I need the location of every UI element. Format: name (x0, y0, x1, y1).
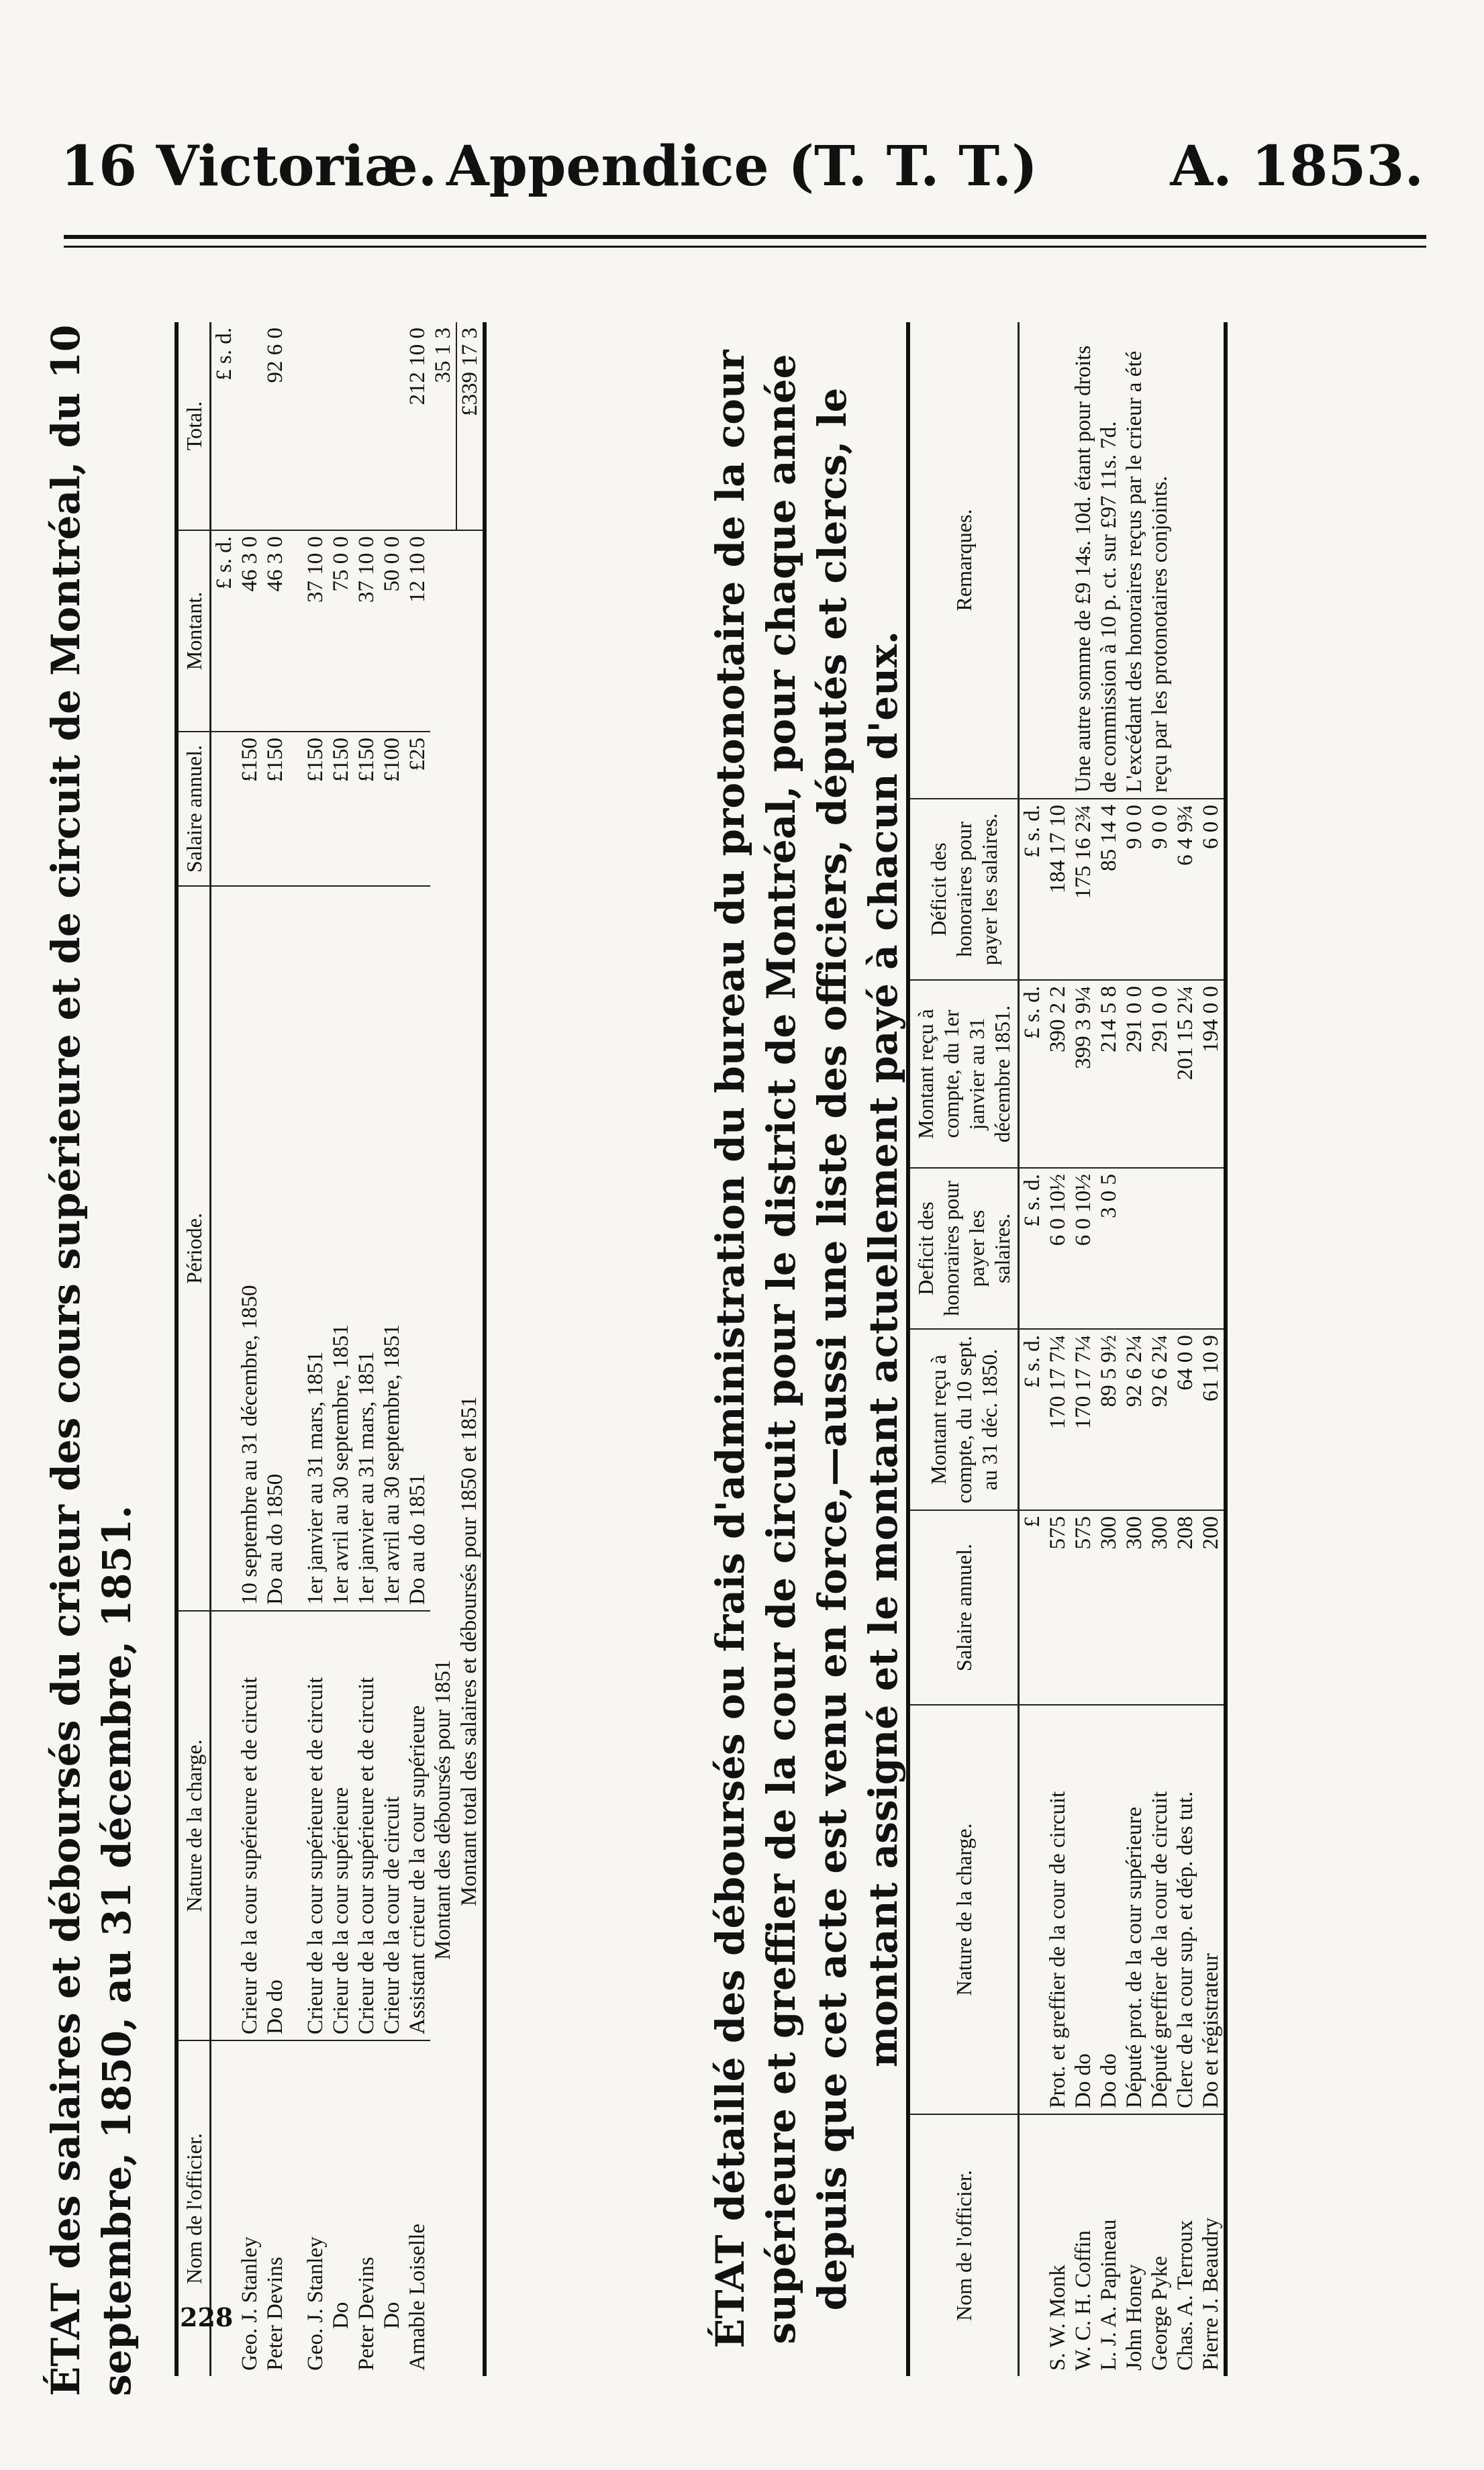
cell-recu-1850: 92 6 2¼ (1147, 1329, 1173, 1510)
cell-total (237, 322, 262, 530)
cell-salaire: 300 (1096, 1510, 1122, 1705)
col-header-remarques: Remarques. (908, 322, 1019, 799)
cell-total (354, 322, 379, 530)
grand-total-value: £339 17 3 (456, 322, 485, 530)
cell-montant: 46 3 0 (237, 530, 262, 732)
cell-salaire: 300 (1147, 1510, 1173, 1705)
cell-montant: 37 10 0 (303, 530, 328, 732)
cell-salaire: £150 (354, 732, 379, 886)
col-header-recu-1851: Montant reçu à compte, du 1er janvier au 31 décembre 1851. (908, 980, 1019, 1168)
cell-total: 212 10 0 (405, 322, 430, 530)
units-total: £ s. d. (211, 322, 238, 530)
remarques-cell: Une autre somme de £9 14s. 10d. étant pour droits de commission à 10 p. ct. sur £97 11s. 7d. L'excédant des honoraires reçus par le crieur a été reçu par les protonotaires conjoints. (1019, 322, 1226, 799)
cell-recu-1850: 170 17 7¼ (1071, 1329, 1096, 1510)
cell-deficit-1850 (1147, 1168, 1173, 1329)
debourses-label: Montant des déboursés pour 1851 (431, 1659, 455, 1960)
cell-salaire: £100 (379, 732, 405, 886)
cell-charge: Crieur de la cour supérieure et de circuit (237, 1611, 262, 2040)
cell-periode: Do au do 1851 (405, 886, 430, 1611)
col-header-montant: Montant. (177, 530, 211, 732)
cell-name: W. C. H. Coffin (1071, 2230, 1095, 2371)
cell-salaire: £150 (237, 732, 262, 886)
cell-periode: 1er janvier au 31 mars, 1851 (354, 886, 379, 1611)
cell-total (328, 322, 354, 530)
cell-name: Do (329, 2302, 353, 2329)
cell-name: John Honey (1122, 2264, 1146, 2371)
cell-charge: Do do (1071, 1705, 1096, 2114)
cell-name: Do (380, 2302, 404, 2329)
debourses-value: 35 1 3 (430, 322, 456, 530)
col-header-periode: Période. (177, 886, 211, 1611)
cell-charge: Crieur de la cour supérieure (328, 1611, 354, 2040)
header-appendix: Appendice (T. T. T.) (446, 134, 1038, 199)
cell-salaire: 575 (1045, 1510, 1071, 1705)
cell-deficit-1850: 6 0 10½ (1071, 1168, 1096, 1329)
units-recu-1850: £ s. d. (1019, 1329, 1046, 1510)
cell-montant: 75 0 0 (328, 530, 354, 732)
cell-salaire: £150 (328, 732, 354, 886)
units-deficit-1851: £ s. d. (1019, 799, 1046, 980)
cell-recu-1850: 170 17 7¼ (1045, 1329, 1071, 1510)
col-header-total: Total. (177, 322, 211, 530)
col-header-charge: Nature de la charge. (908, 1705, 1019, 2114)
cell-recu-1850: 92 6 2¼ (1122, 1329, 1147, 1510)
header-rule (64, 235, 1426, 239)
cell-recu-1851: 390 2 2 (1045, 980, 1071, 1168)
table-row (354, 322, 379, 2376)
table-row (262, 322, 288, 2376)
units-salaire: £ (1019, 1510, 1046, 1705)
col-header-deficit-1850: Deficit des honoraires pour payer les salaires. (908, 1168, 1019, 1329)
cell-periode: 1er avril au 30 septembre, 1851 (379, 886, 405, 1611)
cell-periode: 1er avril au 30 septembre, 1851 (328, 886, 354, 1611)
cell-charge: Député prot. de la cour supérieure (1122, 1705, 1147, 2114)
cell-charge: Prot. et greffier de la cour de circuit (1045, 1705, 1071, 2114)
cell-salaire: £150 (262, 732, 288, 886)
cell-deficit-1851: 184 17 10 (1045, 799, 1071, 980)
cell-charge: Député greffier de la cour de circuit (1147, 1705, 1173, 2114)
col-header-nom: Nom de l'officier. (177, 2040, 211, 2376)
cell-recu-1850: 64 0 0 (1173, 1329, 1198, 1510)
cell-name: L. J. A. Papineau (1097, 2219, 1121, 2371)
cell-salaire: 575 (1071, 1510, 1096, 1705)
cell-montant: 12 10 0 (405, 530, 430, 732)
cell-name: Peter Devins (354, 2257, 379, 2371)
cell-montant: 50 0 0 (379, 530, 405, 732)
cell-recu-1851: 194 0 0 (1198, 980, 1226, 1168)
cell-name: Peter Devins (263, 2257, 287, 2371)
debourses-row (430, 322, 456, 2376)
cell-charge: Do do (262, 1611, 288, 2040)
cell-deficit-1851: 6 4 9¾ (1173, 799, 1198, 980)
cell-deficit-1850: 3 0 5 (1096, 1168, 1122, 1329)
cell-recu-1851: 291 0 0 (1147, 980, 1173, 1168)
salary-table-crieur (175, 322, 487, 2376)
cell-salaire: 300 (1122, 1510, 1147, 1705)
cell-recu-1851: 291 0 0 (1122, 980, 1147, 1168)
rotated-content (40, 295, 1423, 2403)
administration-costs-table (906, 322, 1228, 2376)
cell-deficit-1851: 9 0 0 (1147, 799, 1173, 980)
cell-salaire: £150 (303, 732, 328, 886)
cell-periode: 10 septembre au 31 décembre, 1850 (237, 886, 262, 1611)
cell-recu-1850: 89 5 9½ (1096, 1329, 1122, 1510)
cell-salaire: 208 (1173, 1510, 1198, 1705)
cell-periode: 1er janvier au 31 mars, 1851 (303, 886, 328, 1611)
cell-charge: Do do (1096, 1705, 1122, 2114)
cell-montant: 37 10 0 (354, 530, 379, 732)
col-header-salaire: Salaire annuel. (908, 1510, 1019, 1705)
units-deficit-1850: £ s. d. (1019, 1168, 1046, 1329)
col-header-charge: Nature de la charge. (177, 1611, 211, 2040)
header-rule-thin (64, 246, 1426, 248)
cell-total: 92 6 0 (262, 322, 288, 530)
cell-name: S. W. Monk (1046, 2265, 1070, 2371)
header-year: A. 1853. (1170, 134, 1424, 199)
table-row (405, 322, 430, 2376)
cell-name: Pierre J. Beaudry (1199, 2217, 1223, 2371)
col-header-nom: Nom de l'officier. (908, 2114, 1019, 2376)
cell-charge: Crieur de la cour de circuit (379, 1611, 405, 2040)
cell-name: Amable Loiselle (405, 2223, 430, 2371)
cell-name: George Pyke (1148, 2256, 1172, 2371)
page-number: 228 (180, 2302, 234, 2332)
cell-deficit-1850 (1173, 1168, 1198, 1329)
cell-recu-1850: 61 10 9 (1198, 1329, 1226, 1510)
cell-deficit-1850: 6 0 10½ (1045, 1168, 1071, 1329)
cell-deficit-1850 (1122, 1168, 1147, 1329)
cell-charge: Do et régistrateur (1198, 1705, 1226, 2114)
cell-charge: Assistant crieur de la cour supérieure (405, 1611, 430, 2040)
header-volume: 16 Victoriæ. (60, 134, 438, 199)
cell-charge: Clerc de la cour sup. et dép. des tut. (1173, 1705, 1198, 2114)
cell-deficit-1851: 9 0 0 (1122, 799, 1147, 980)
cell-salaire: £25 (405, 732, 430, 886)
cell-deficit-1851: 85 14 4 (1096, 799, 1122, 980)
cell-deficit-1851: 6 0 0 (1198, 799, 1226, 980)
col-header-salaire: Salaire annuel. (177, 732, 211, 886)
units-montant: £ s. d. (211, 530, 238, 732)
cell-periode: Do au do 1850 (262, 886, 288, 1611)
units-recu-1851: £ s. d. (1019, 980, 1046, 1168)
table-row (303, 322, 328, 2376)
cell-recu-1851: 399 3 9¼ (1071, 980, 1096, 1168)
table-row (328, 322, 354, 2376)
cell-recu-1851: 201 15 2¼ (1173, 980, 1198, 1168)
cell-total (379, 322, 405, 530)
cell-charge: Crieur de la cour supérieure et de circuit (303, 1611, 328, 2040)
cell-charge: Crieur de la cour supérieure et de circuit (354, 1611, 379, 2040)
cell-name: Geo. J. Stanley (238, 2236, 262, 2371)
table2-title: ÉTAT détaillé des déboursés ou frais d'administration du bureau du protonotaire de la cour supérieure et greffier de la cour de circuit pour le district de Montréal, pour chaque année depuis que cet acte est venu en force,—aussi une liste des officiers, députés et clercs, le montant assigné et le montant actuellement payé à chacun d'eux. (707, 350, 906, 2349)
cell-name: Chas. A. Terroux (1173, 2220, 1197, 2371)
table-row (379, 322, 405, 2376)
table1-title: ÉTAT des salaires et déboursés du crieur des cours supérieure et de circuit de Montréal, du 10 septembre, 1850, au 31 décembre, 1851. (43, 324, 140, 2396)
cell-deficit-1850 (1198, 1168, 1226, 1329)
cell-total (303, 322, 328, 530)
col-header-recu-1850: Montant reçu à compte, du 10 sept. au 31 déc. 1850. (908, 1329, 1019, 1510)
grand-total-row (456, 322, 485, 2376)
cell-name: Geo. J. Stanley (303, 2236, 328, 2371)
cell-salaire: 200 (1198, 1510, 1226, 1705)
grand-total-label: Montant total des salaires et déboursés pour 1850 et 1851 (457, 1396, 481, 1906)
cell-montant: 46 3 0 (262, 530, 288, 732)
cell-recu-1851: 214 5 8 (1096, 980, 1122, 1168)
cell-deficit-1851: 175 16 2¾ (1071, 799, 1096, 980)
table-row (237, 322, 262, 2376)
col-header-deficit-1851: Déficit des honoraires pour payer les salaires. (908, 799, 1019, 980)
